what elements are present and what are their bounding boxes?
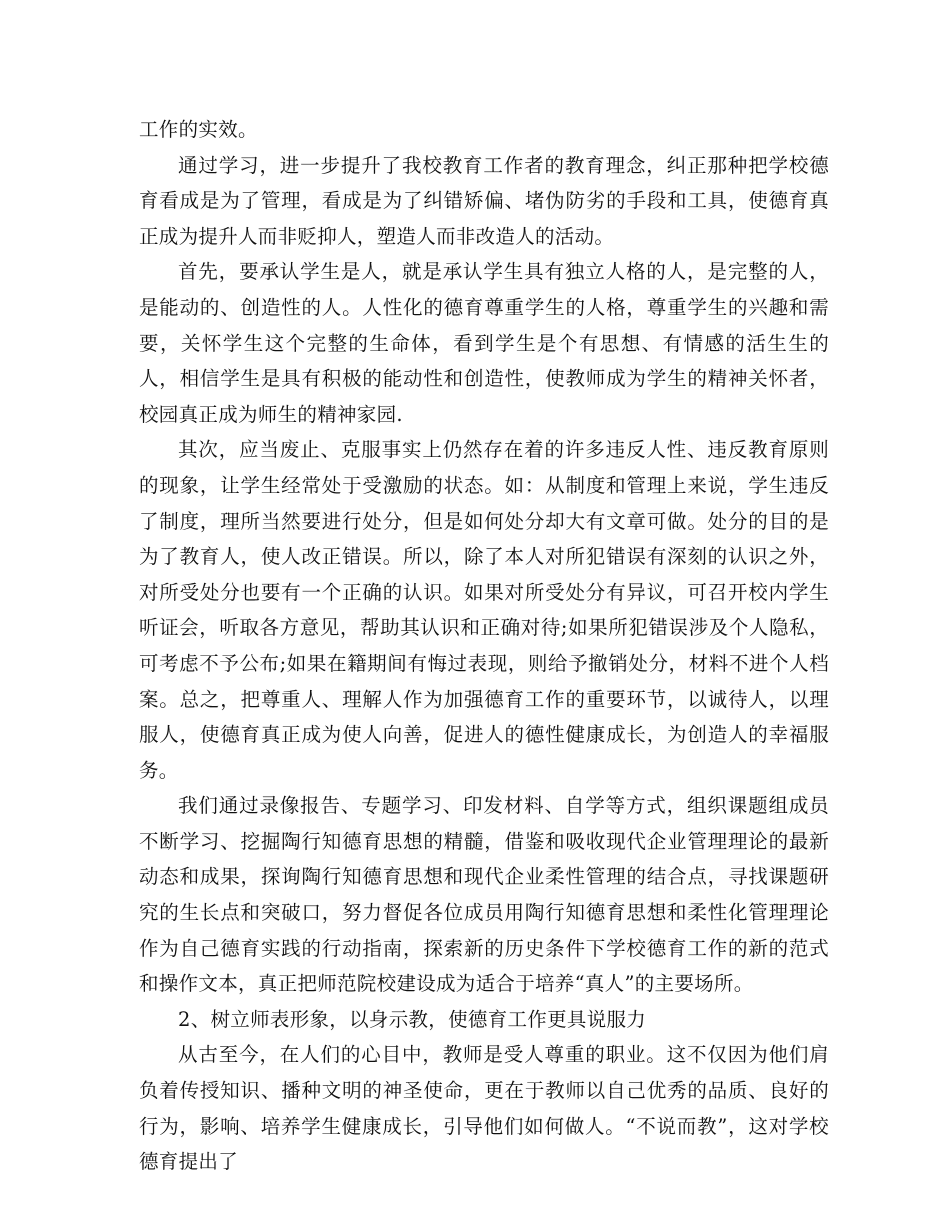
paragraph-teacher: 从古至今，在人们的心目中，教师是受人尊重的职业。这不仅因为他们肩负着传授知识、播种文明的神圣使命，更在于教师以自己优秀的品质、良好的行为，影响、培养学生健康成长，引导他们如何做人。“不说而教”，这对学校德育提出了 [139, 1043, 829, 1174]
paragraph-first: 首先，要承认学生是人，就是承认学生具有独立人格的人，是完整的人，是能动的、创造性的人。人性化的德育尊重学生的人格，尊重学生的兴趣和需要，关怀学生这个完整的生命体，看到学生是个有思想、有情感的活生生的人，相信学生是具有积极的能动性和创造性，使教师成为学生的精神关怀者，校园真正成为师生的精神家园. [139, 260, 829, 426]
paragraph-methods: 我们通过录像报告、专题学习、印发材料、自学等方式，组织课题组成员不断学习、挖掘陶行知德育思想的精髓，借鉴和吸收现代企业管理理论的最新动态和成果，探询陶行知德育思想和现代企业柔性管理的结合点，寻找课题研究的生长点和突破口，努力督促各位成员用陶行知德育思想和柔性化管理理论作为自己德育实践的行动指南，探索新的历史条件下学校德育工作的新的范式和操作文本，真正把师范院校建设成为适合于培养“真人”的主要场所。 [139, 794, 829, 996]
paragraph-learning: 通过学习，进一步提升了我校教育工作者的教育理念，纠正那种把学校德育看成是为了管理，看成是为了纠错矫偏、堵伪防劣的手段和工具，使德育真正成为提升人而非贬抑人，塑造人而非改造人的活动。 [139, 153, 829, 248]
paragraph-continuation: 工作的实效。 [139, 118, 258, 141]
document-body [139, 112, 829, 1180]
section-heading: 2、树立师表形象，以身示教，使德育工作更具说服力 [178, 1007, 647, 1031]
paragraph-second: 其次，应当废止、克服事实上仍然存在着的许多违反人性、违反教育原则的现象，让学生经常处于受激励的状态。如：从制度和管理上来说，学生违反了制度，理所当然要进行处分，但是如何处分却大有文章可做。处分的目的是为了教育人，使人改正错误。所以，除了本人对所犯错误有深刻的认识之外，对所受处分也要有一个正确的认识。如果对所受处分有异议，可召开校内学生听证会，听取各方意见，帮助其认识和正确对待;如果所犯错误涉及个人隐私，可考虑不予公布;如果在籍期间有悔过表现，则给予撤销处分，材料不进个人档案。总之，把尊重人、理解人作为加强德育工作的重要环节，以诚待人，以理服人，使德育真正成为使人向善，促进人的德性健康成长，为创造人的幸福服务。 [139, 438, 829, 782]
